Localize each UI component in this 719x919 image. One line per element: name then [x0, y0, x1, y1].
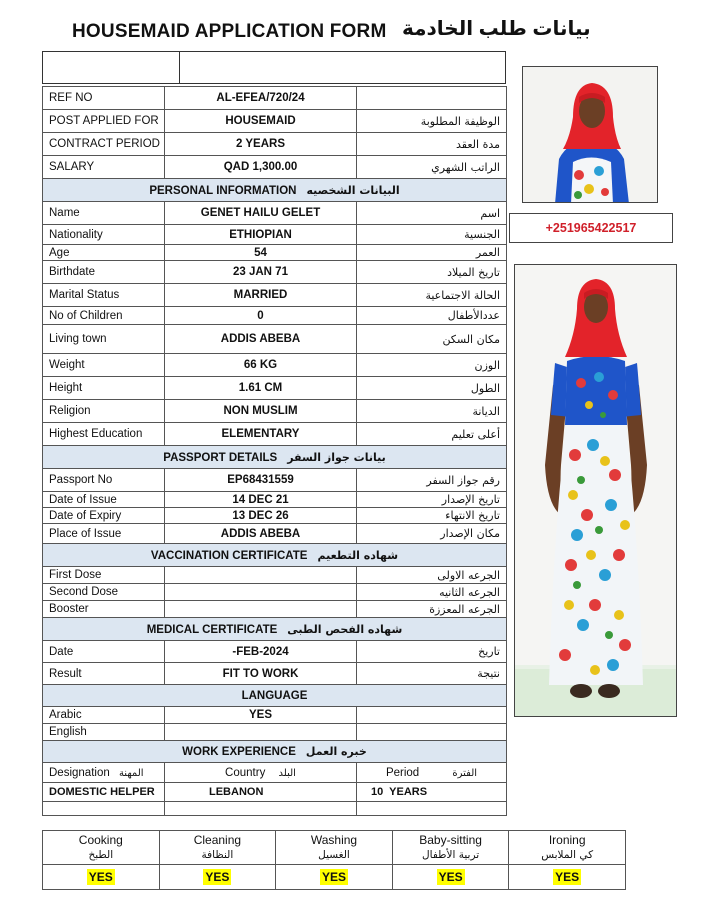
- living-town-arabic: مكان السكن: [357, 325, 507, 354]
- section-passport-title: PASSPORT DETAILS: [163, 451, 278, 464]
- row-experience-blank: [43, 802, 507, 816]
- salary-value: QAD 1,300.00: [165, 156, 357, 179]
- portrait-illustration: [523, 67, 658, 203]
- designation-header-ar: المهنة: [118, 767, 144, 779]
- section-passport-header: [43, 446, 507, 469]
- skill-washing-cell: [276, 865, 393, 890]
- skill-babysitting-cell: [392, 865, 509, 890]
- ref-no-value: AL-EFEA/720/24: [165, 87, 357, 110]
- full-body-illustration: [515, 265, 677, 717]
- children-arabic: عددالأطفال: [357, 307, 507, 325]
- medical-result-arabic: نتيجة: [357, 663, 507, 685]
- booster-value: [165, 601, 357, 618]
- section-language: [43, 685, 507, 707]
- country-header: [165, 763, 357, 783]
- skills-table: [42, 830, 626, 890]
- period-value: 10 YEARS: [357, 783, 507, 802]
- country-value: LEBANON: [165, 783, 357, 802]
- section-passport: [43, 446, 507, 469]
- religion-label: Religion: [43, 400, 165, 423]
- section-medical: [43, 618, 507, 641]
- row-experience-headers: [43, 763, 507, 783]
- birthdate-value: 23 JAN 71: [165, 261, 357, 284]
- height-arabic: الطول: [357, 377, 507, 400]
- skill-washing-en: Washing: [310, 832, 358, 847]
- english-language-value: [165, 724, 357, 741]
- skill-ironing-value: YES: [555, 870, 580, 884]
- date-of-expiry-arabic: تاريخ الانتهاء: [357, 508, 507, 524]
- section-vaccination-title: VACCINATION CERTIFICATE: [150, 549, 308, 562]
- skill-cleaning-value: YES: [205, 870, 230, 884]
- row-nationality: [43, 225, 507, 245]
- marital-status-arabic: الحالة الاجتماعية: [357, 284, 507, 307]
- row-children: [43, 307, 507, 325]
- experience-blank-3: [357, 802, 507, 816]
- nationality-label: Nationality: [43, 225, 165, 245]
- skill-cleaning-cell: [159, 865, 276, 890]
- skill-ironing: [509, 831, 626, 865]
- row-name: [43, 202, 507, 225]
- post-applied-label: POST APPLIED FOR: [43, 110, 165, 133]
- skill-ironing-ar: كي الملابس: [541, 848, 594, 861]
- second-dose-arabic: الجرعه الثانيه: [357, 584, 507, 601]
- top-blank-box: [42, 51, 506, 84]
- first-dose-arabic: الجرعه الاولى: [357, 567, 507, 584]
- row-living-town: [43, 325, 507, 354]
- row-birthdate: [43, 261, 507, 284]
- row-second-dose: [43, 584, 507, 601]
- row-medical-date: [43, 641, 507, 663]
- period-header-ar: الفترة: [452, 767, 478, 779]
- portrait-photo: [522, 66, 658, 203]
- age-arabic: العمر: [357, 245, 507, 261]
- contract-period-label: CONTRACT PERIOD: [43, 133, 165, 156]
- contract-period-arabic: مدة العقد: [357, 133, 507, 156]
- section-passport-title-ar: بيانات جواز السفر: [287, 450, 386, 464]
- section-personal-header: [43, 179, 507, 202]
- name-label: Name: [43, 202, 165, 225]
- skill-washing-value: YES: [321, 870, 346, 884]
- place-of-issue-label: Place of Issue: [43, 524, 165, 544]
- date-of-issue-label: Date of Issue: [43, 492, 165, 508]
- row-date-of-issue: [43, 492, 507, 508]
- booster-arabic: الجرعه المعززة: [357, 601, 507, 618]
- skill-ironing-en: Ironing: [548, 832, 586, 847]
- living-town-label: Living town: [43, 325, 165, 354]
- skill-cooking: [43, 831, 160, 865]
- children-value: 0: [165, 307, 357, 325]
- skill-babysitting-ar: تربية الأطفال: [421, 848, 480, 861]
- section-medical-title: MEDICAL CERTIFICATE: [146, 623, 278, 636]
- form-title: HOUSEMAID APPLICATION FORM: [72, 21, 387, 42]
- row-medical-result: [43, 663, 507, 685]
- second-dose-label: Second Dose: [43, 584, 165, 601]
- ref-no-arabic: [357, 87, 507, 110]
- row-religion: [43, 400, 507, 423]
- skill-cleaning: [159, 831, 276, 865]
- nationality-arabic: الجنسية: [357, 225, 507, 245]
- birthdate-label: Birthdate: [43, 261, 165, 284]
- english-language-label: English: [43, 724, 165, 741]
- full-body-photo: [514, 264, 677, 717]
- section-language-title: LANGUAGE: [241, 689, 308, 702]
- post-applied-arabic: الوظيفة المطلوبة: [357, 110, 507, 133]
- period-header-en: Period: [385, 766, 420, 779]
- weight-label: Weight: [43, 354, 165, 377]
- section-experience-title: WORK EXPERIENCE: [182, 746, 296, 758]
- section-experience: [43, 741, 507, 763]
- skill-cooking-value: YES: [88, 870, 113, 884]
- second-dose-value: [165, 584, 357, 601]
- section-personal-title-ar: البيانات الشخصيه: [306, 183, 400, 197]
- place-of-issue-arabic: مكان الإصدار: [357, 524, 507, 544]
- marital-status-label: Marital Status: [43, 284, 165, 307]
- period-header: [357, 763, 507, 783]
- date-of-issue-arabic: تاريخ الإصدار: [357, 492, 507, 508]
- phone-number: +251965422517: [509, 213, 673, 243]
- age-value: 54: [165, 245, 357, 261]
- skill-washing-ar: الغسيل: [318, 848, 350, 861]
- height-value: 1.61 CM: [165, 377, 357, 400]
- arabic-language-empty: [357, 707, 507, 724]
- skill-cooking-cell: [43, 865, 160, 890]
- row-education: [43, 423, 507, 446]
- weight-value: 66 KG: [165, 354, 357, 377]
- section-vaccination-header: [43, 544, 507, 567]
- country-header-ar: البلد: [278, 767, 296, 779]
- age-label: Age: [43, 245, 165, 261]
- row-first-dose: [43, 567, 507, 584]
- row-experience-values: [43, 783, 507, 802]
- section-medical-title-ar: شهاده الفحص الطبى: [287, 622, 403, 636]
- passport-no-arabic: رقم جواز السفر: [357, 469, 507, 492]
- nationality-value: ETHIOPIAN: [165, 225, 357, 245]
- row-weight: [43, 354, 507, 377]
- row-salary: [43, 156, 507, 179]
- medical-result-label: Result: [43, 663, 165, 685]
- medical-date-arabic: تاريخ: [357, 641, 507, 663]
- weight-arabic: الوزن: [357, 354, 507, 377]
- contract-period-value: 2 YEARS: [165, 133, 357, 156]
- section-experience-title-ar: خبره العمل: [305, 745, 367, 758]
- designation-header-en: Designation: [49, 766, 110, 779]
- skill-babysitting-value: YES: [438, 870, 463, 884]
- height-label: Height: [43, 377, 165, 400]
- booster-label: Booster: [43, 601, 165, 618]
- children-label: No of Children: [43, 307, 165, 325]
- first-dose-label: First Dose: [43, 567, 165, 584]
- section-experience-header: [43, 741, 507, 763]
- row-age: [43, 245, 507, 261]
- experience-blank-1: [43, 802, 165, 816]
- skill-babysitting-en: Baby-sitting: [419, 832, 482, 847]
- row-contract-period: [43, 133, 507, 156]
- first-dose-value: [165, 567, 357, 584]
- skills-header-row: [43, 831, 626, 865]
- section-vaccination: [43, 544, 507, 567]
- medical-date-value: -FEB-2024: [165, 641, 357, 663]
- medical-date-label: Date: [43, 641, 165, 663]
- place-of-issue-value: ADDIS ABEBA: [165, 524, 357, 544]
- name-value: GENET HAILU GELET: [165, 202, 357, 225]
- row-passport-no: [43, 469, 507, 492]
- skill-babysitting: [392, 831, 509, 865]
- post-applied-value: HOUSEMAID: [165, 110, 357, 133]
- row-marital-status: [43, 284, 507, 307]
- arabic-language-label: Arabic: [43, 707, 165, 724]
- row-english-language: [43, 724, 507, 741]
- row-place-of-issue: [43, 524, 507, 544]
- skill-cooking-ar: الطبخ: [88, 848, 114, 861]
- country-header-en: Country: [225, 766, 266, 779]
- top-blank-cell-left: [43, 52, 180, 83]
- section-vaccination-title-ar: شهاده التطعيم: [317, 548, 399, 562]
- section-medical-header: [43, 618, 507, 641]
- religion-arabic: الديانة: [357, 400, 507, 423]
- date-of-issue-value: 14 DEC 21: [165, 492, 357, 508]
- row-ref-no: [43, 87, 507, 110]
- application-table: [42, 86, 507, 816]
- marital-status-value: MARRIED: [165, 284, 357, 307]
- arabic-language-value: YES: [165, 707, 357, 724]
- skills-value-row: [43, 865, 626, 890]
- row-date-of-expiry: [43, 508, 507, 524]
- education-arabic: أعلى تعليم: [357, 423, 507, 446]
- designation-header: [43, 763, 165, 783]
- row-booster: [43, 601, 507, 618]
- religion-value: NON MUSLIM: [165, 400, 357, 423]
- form-title-arabic: بيانات طلب الخادمة: [402, 18, 591, 40]
- ref-no-label: REF NO: [43, 87, 165, 110]
- name-arabic: اسم: [357, 202, 507, 225]
- section-language-header: [43, 685, 507, 707]
- experience-blank-2: [165, 802, 357, 816]
- skill-ironing-cell: [509, 865, 626, 890]
- row-arabic-language: [43, 707, 507, 724]
- row-height: [43, 377, 507, 400]
- date-of-expiry-value: 13 DEC 26: [165, 508, 357, 524]
- salary-label: SALARY: [43, 156, 165, 179]
- education-label: Highest Education: [43, 423, 165, 446]
- date-of-expiry-label: Date of Expiry: [43, 508, 165, 524]
- skill-cooking-en: Cooking: [78, 832, 123, 847]
- skill-washing: [276, 831, 393, 865]
- designation-value: DOMESTIC HELPER: [43, 783, 165, 802]
- skill-cleaning-ar: النظافة: [201, 848, 234, 861]
- living-town-value: ADDIS ABEBA: [165, 325, 357, 354]
- row-post-applied: [43, 110, 507, 133]
- section-personal-title: PERSONAL INFORMATION: [149, 184, 297, 197]
- english-language-empty: [357, 724, 507, 741]
- education-value: ELEMENTARY: [165, 423, 357, 446]
- skill-cleaning-en: Cleaning: [193, 832, 242, 847]
- birthdate-arabic: تاريخ الميلاد: [357, 261, 507, 284]
- passport-no-value: EP68431559: [165, 469, 357, 492]
- medical-result-value: FIT TO WORK: [165, 663, 357, 685]
- passport-no-label: Passport No: [43, 469, 165, 492]
- salary-arabic: الراتب الشهري: [357, 156, 507, 179]
- section-personal: [43, 179, 507, 202]
